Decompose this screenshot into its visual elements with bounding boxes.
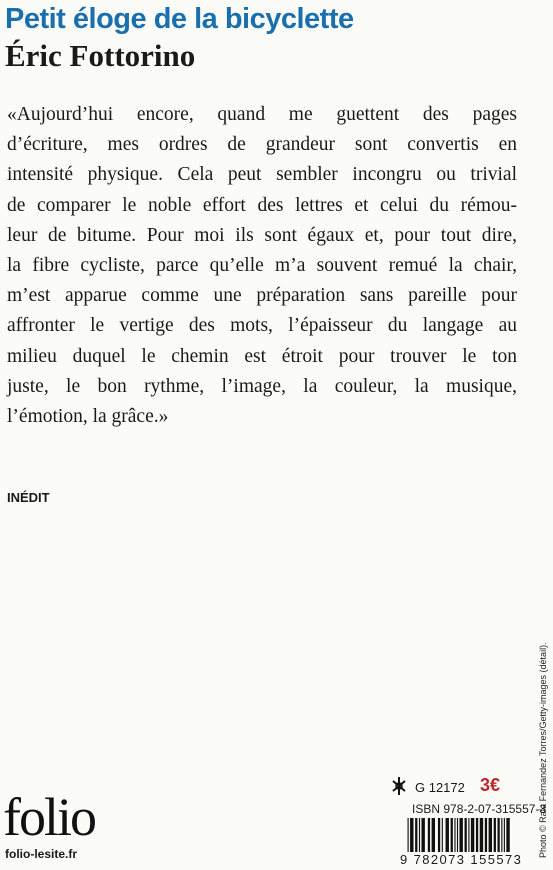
catalog-code: G 12172	[415, 780, 465, 795]
photo-credit: Photo © Rafa Fernandez Torres/Getty-images (détail).	[538, 642, 548, 858]
blurb-line: de comparer le noble effort des lettres et celui du rémou-	[7, 194, 517, 216]
barcode-bar	[421, 818, 424, 856]
barcode-bar	[432, 818, 435, 856]
barcode-bar	[408, 818, 409, 856]
series-glyph-icon	[388, 775, 410, 797]
barcode-bar	[465, 818, 467, 856]
barcode-bar	[494, 818, 496, 856]
blurb-line: milieu duquel le chemin est étroit pour trouver le ton	[7, 345, 517, 367]
blurb-line: m’est apparue comme une préparation sans pareille pour	[7, 285, 517, 307]
book-author: Éric Fottorino	[5, 38, 196, 73]
barcode-bar	[419, 818, 420, 856]
barcode-bar	[476, 818, 478, 856]
price: 3€	[480, 775, 501, 795]
barcode	[405, 818, 519, 856]
barcode-bar	[410, 818, 413, 856]
isbn: ISBN 978-2-07-315557-3	[412, 802, 547, 816]
barcode-bar	[485, 818, 487, 856]
book-title: Petit éloge de la bicyclette	[5, 3, 354, 35]
barcode-bar	[457, 818, 458, 856]
blurb-line: «Aujourd’hui encore, quand me guettent des pages	[7, 104, 517, 125]
barcode-bar	[506, 818, 509, 856]
barcode-bar	[438, 818, 440, 856]
barcode-bar	[442, 818, 443, 856]
barcode-bar	[504, 818, 505, 856]
barcode-digits: 9 782073 155573	[400, 852, 523, 867]
barcode-bar	[446, 818, 449, 856]
barcode-bar	[459, 818, 462, 856]
blurb-line: d’écriture, mes ordres de grandeur sont convertis en	[7, 134, 517, 156]
barcode-bar	[415, 818, 417, 856]
folio-logo: folio	[3, 787, 95, 847]
blurb-line: juste, le bon rythme, l’image, la couleur, la musique,	[7, 375, 517, 397]
barcode-bar	[471, 818, 474, 856]
publisher-website[interactable]: folio-lesite.fr	[5, 847, 78, 861]
blurb-line: la fibre cycliste, parce qu’elle m’a souvent remué la chair,	[7, 255, 517, 277]
blurb-line: affronter le vertige des mots, l’épaisseur du langage au	[7, 315, 517, 337]
price-line	[388, 775, 518, 799]
blurb-line: leur de bitume. Pour moi ils sont égaux et, pour tout dire,	[7, 224, 517, 246]
barcode-bar	[480, 818, 483, 856]
barcode-bar	[501, 818, 502, 856]
barcode-bar	[454, 818, 455, 856]
blurb-line: intensité physique. Cela peut sembler incongru ou trivial	[7, 164, 517, 186]
barcode-bar	[468, 818, 469, 856]
barcode-bar	[428, 818, 430, 856]
back-cover-blurb	[7, 100, 517, 432]
barcode-bar	[489, 818, 492, 856]
blurb-line: l’émotion, la grâce.»	[7, 406, 169, 428]
inedit-label: INÉDIT	[7, 490, 50, 505]
barcode-bar	[451, 818, 453, 856]
barcode-bar	[497, 818, 499, 856]
